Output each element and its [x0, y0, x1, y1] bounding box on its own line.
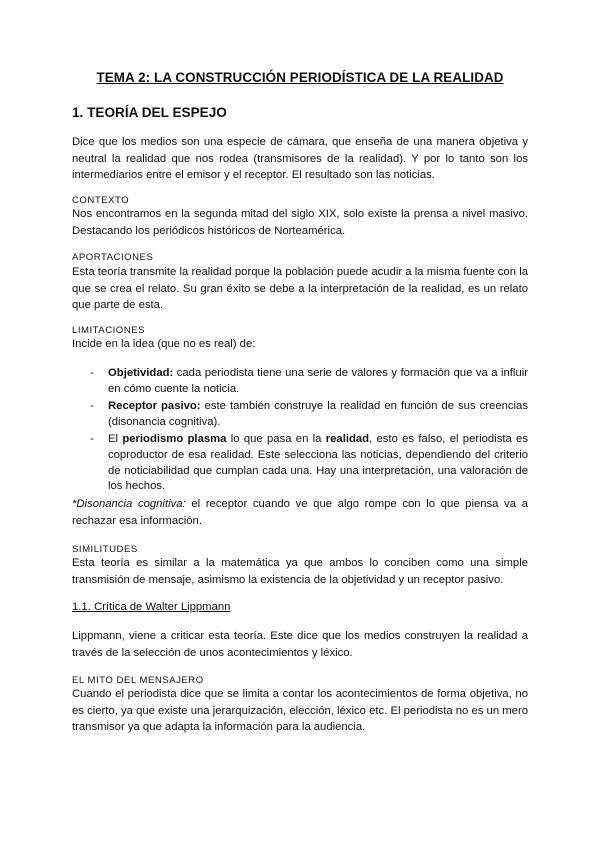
list-item-term: periodismo plasma — [122, 433, 227, 446]
list-item-text: , esto es falso, el periodista es coproductor de esa realidad. Este selecciona las noticias, dependiendo del criterio de noticiabilidad que cumplan cada una. Hay una interpretación, una valoración de los hechos. — [108, 433, 528, 493]
subsection-heading-lippmann: 1.1. Crítica de Walter Lippmann — [72, 601, 231, 613]
document-title: TEMA 2: LA CONSTRUCCIÓN PERIODÍSTICA DE LA REALIDAD — [96, 70, 504, 85]
limitaciones-intro: Incide en la idea (que no es real) de: — [72, 338, 256, 350]
list-item — [72, 366, 528, 397]
note-text: el receptor cuando ve que algo rompe con lo que piensa va a rechazar esa información. — [72, 498, 528, 527]
list-dash: - — [90, 367, 94, 379]
mito-label: EL MITO DEL MENSAJERO — [72, 675, 204, 686]
list-dash: - — [90, 433, 94, 446]
disonancia-note — [72, 496, 528, 529]
intro-paragraph: Dice que los medios son una especie de cámara, que enseña de una manera objetiva y neutral la realidad que nos rodea (transmisores de la realidad). Y por lo tanto son los intermediarios entre el emisor y el receptor. El resultado son las noticias. — [72, 136, 528, 182]
similitudes-label: SIMILITUDES — [72, 544, 138, 555]
mito-paragraph: Cuando el periodista dice que se limita a contar los acontecimientos de forma objetiva, no es cierto, ya que existe una jerarquización, elección, léxico etc. El periodista no es un mero transmisor ya que adapta la información para la audiencia. — [72, 688, 528, 734]
list-item — [72, 432, 528, 494]
limitaciones-label: LIMITACIONES — [72, 325, 145, 336]
note-term: *Disonancia cognitiva: — [72, 498, 186, 510]
list-item — [72, 399, 528, 430]
limitaciones-list — [72, 366, 528, 495]
lippmann-paragraph: Lippmann, viene a criticar esta teoría. Este dice que los medios construyen la realidad a través de la selección de unos acontecimientos y léxico. — [72, 630, 528, 659]
list-item-term: Objetividad: — [108, 367, 174, 379]
section-heading-teoria-espejo: 1. TEORÍA DEL ESPEJO — [72, 105, 227, 120]
list-item-text: cada periodista tiene una serie de valores y formación que va a influir en cómo cuente la noticia. — [108, 367, 528, 395]
list-item-term: realidad — [325, 433, 370, 446]
aportaciones-label: APORTACIONES — [72, 252, 154, 263]
list-item-text: este también construye la realidad en función de sus creencias (disonancia cognitiva). — [108, 400, 528, 428]
contexto-paragraph: Nos encontramos en la segunda mitad del siglo XIX, solo existe la prensa a nivel masivo. Destacando los periódicos históricos de Norteamérica. — [72, 208, 528, 237]
list-dash: - — [90, 400, 94, 413]
list-item-text: El — [108, 433, 123, 446]
list-item-term: Receptor pasivo: — [108, 400, 201, 413]
contexto-label: CONTEXTO — [72, 195, 130, 206]
aportaciones-paragraph: Esta teoría transmite la realidad porque la población puede acudir a la misma fuente con la que se crea el relato. Su gran éxito se debe a la interpretación de la realidad, es un relato que parte de esta. — [72, 266, 528, 312]
list-item-text: lo que pasa en la — [226, 433, 326, 446]
similitudes-paragraph: Esta teoría es similar a la matemática ya que ambos lo conciben como una simple transmisión de mensaje, asimismo la existencia de la objetividad y un receptor pasivo. — [72, 557, 528, 586]
